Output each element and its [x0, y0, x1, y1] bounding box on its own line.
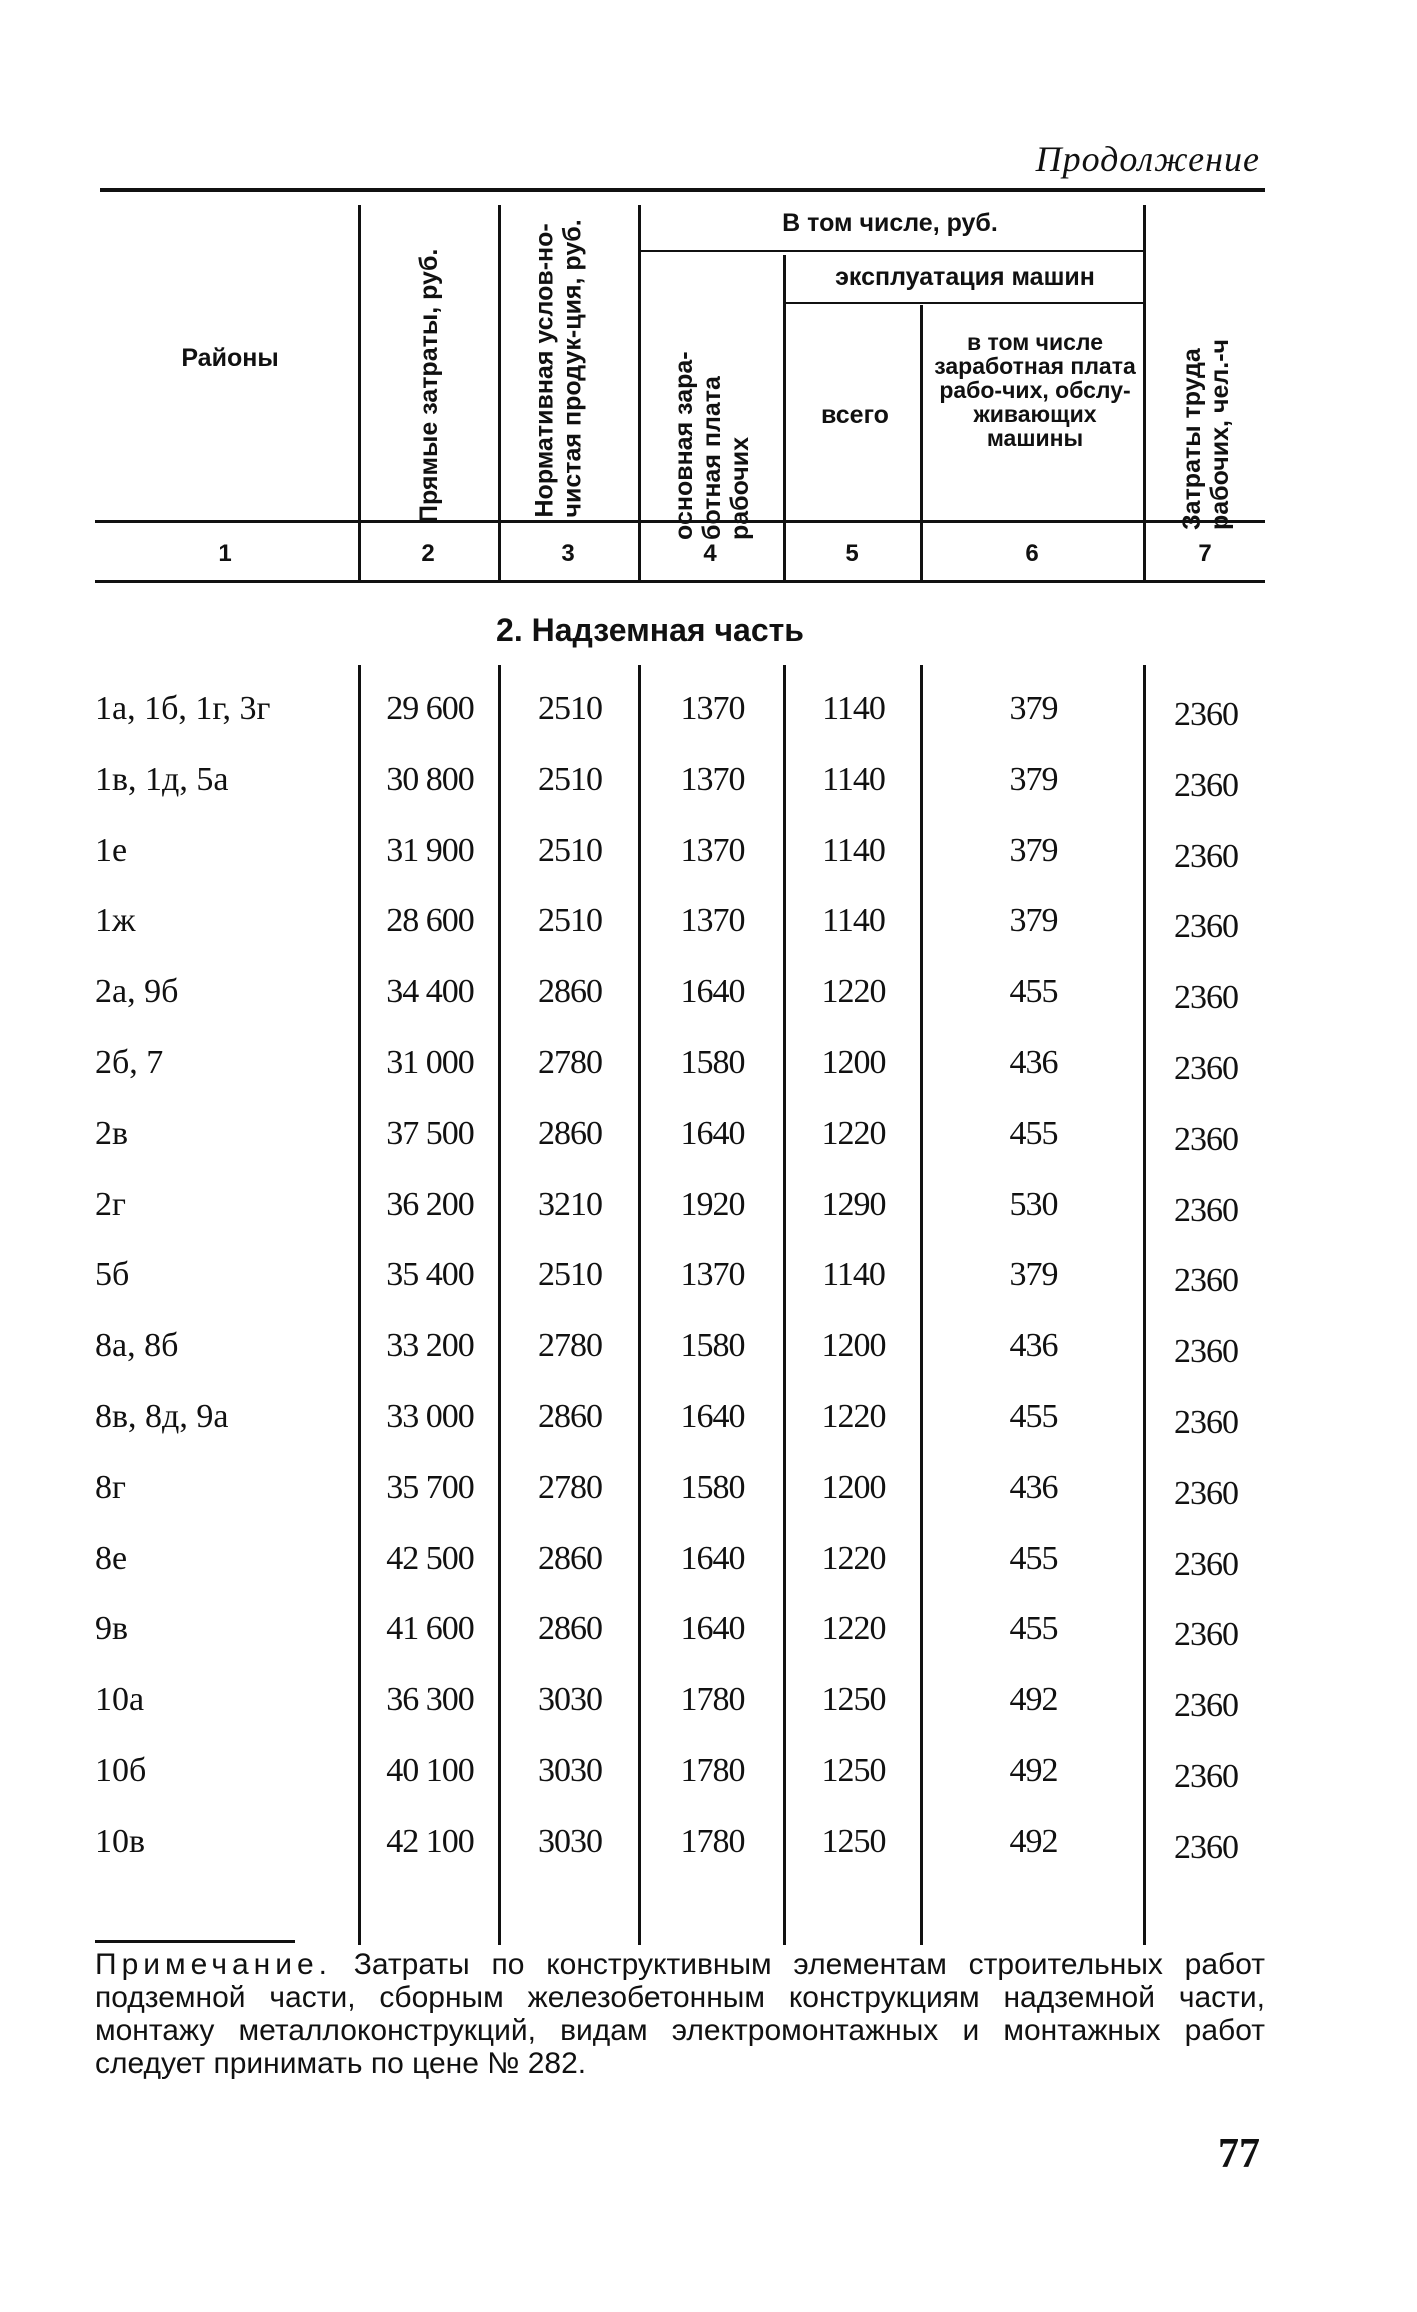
colnum-5: 5	[845, 540, 859, 567]
table-cell-col2: 36 200	[386, 1186, 474, 1223]
note	[95, 1948, 1265, 2080]
vsep-5	[920, 305, 923, 583]
header-machines: эксплуатация машин	[835, 263, 1095, 291]
table-cell-col4: 1640	[680, 973, 745, 1010]
colnum-7: 7	[1198, 540, 1212, 567]
body-vsep-6	[1143, 665, 1146, 1945]
continuation-label: Продолжение	[1035, 139, 1260, 179]
colnum-1: 1	[218, 540, 232, 567]
table-cell-col2: 36 300	[386, 1681, 474, 1718]
table-cell-col2: 35 700	[386, 1469, 474, 1506]
table-cell-col4: 1370	[680, 761, 745, 798]
table-cell-col5: 1140	[822, 832, 885, 869]
table-cell-col6: 530	[1009, 1186, 1058, 1223]
table-cell-col5: 1140	[822, 902, 885, 939]
table-cell-col6: 455	[1009, 1398, 1058, 1435]
header-direct-costs: Прямые затраты, руб.	[415, 248, 443, 523]
table-cell-col2: 42 100	[386, 1823, 474, 1860]
table-cell-col7: 2360	[1174, 1616, 1238, 1653]
table-cell-col5: 1250	[821, 1752, 886, 1789]
header-base-wage: основная зара-ботная плата рабочих	[670, 351, 754, 540]
table-cell-col2: 41 600	[386, 1610, 474, 1647]
note-label: Примечание.	[95, 1948, 332, 1981]
table-cell-col4: 1920	[680, 1186, 745, 1223]
table-cell-col6: 379	[1009, 902, 1058, 939]
table-cell-col6: 455	[1009, 1610, 1058, 1647]
table-cell-col2: 33 200	[386, 1327, 474, 1364]
region-cell: 10а	[95, 1681, 145, 1718]
table-cell-col4: 1780	[680, 1752, 745, 1789]
table-cell-col2: 29 600	[386, 690, 474, 727]
machines-rule	[785, 302, 1145, 304]
table-cell-col3: 2780	[538, 1469, 602, 1506]
region-cell: 10б	[95, 1752, 147, 1789]
table-cell-col4: 1370	[680, 902, 745, 939]
region-cell: 2б, 7	[95, 1044, 164, 1081]
table-cell-col7: 2360	[1174, 1475, 1238, 1512]
body-vsep-2	[498, 665, 501, 1945]
colnum-4: 4	[703, 540, 717, 567]
header-machine-wage: в том числе заработная плата рабо-чих, обслу-живающих машины	[934, 329, 1136, 451]
table-cell-col4: 1780	[680, 1681, 745, 1718]
table-cell-col6: 379	[1009, 690, 1058, 727]
table-cell-col3: 2510	[538, 832, 602, 869]
table-cell-col5: 1250	[821, 1823, 886, 1860]
region-cell: 9в	[95, 1610, 129, 1647]
table-cell-col5: 1250	[821, 1681, 886, 1718]
table-cell-col5: 1200	[821, 1469, 886, 1506]
table-cell-col2: 34 400	[386, 973, 474, 1010]
table-cell-col7: 2360	[1174, 1758, 1238, 1795]
table-cell-col6: 492	[1009, 1752, 1058, 1789]
table-cell-col5: 1140	[822, 1256, 885, 1293]
table-cell-col5: 1140	[822, 761, 885, 798]
colnum-3: 3	[561, 540, 575, 567]
table-cell-col3: 2860	[538, 1115, 602, 1152]
region-cell: 8е	[95, 1540, 128, 1577]
table-cell-col3: 2860	[538, 1540, 602, 1577]
table-cell-col5: 1200	[821, 1327, 886, 1364]
table-cell-col6: 455	[1009, 1540, 1058, 1577]
vsep-3	[638, 205, 641, 583]
table-cell-col6: 379	[1009, 832, 1058, 869]
table-cell-col4: 1580	[680, 1469, 745, 1506]
table-cell-col6: 436	[1009, 1044, 1058, 1081]
body-vsep-1	[358, 665, 361, 1945]
table-cell-col7: 2360	[1174, 1687, 1238, 1724]
table-cell-col5: 1290	[821, 1186, 886, 1223]
table-cell-col3: 2780	[538, 1044, 602, 1081]
group-rule	[640, 250, 1145, 252]
table-cell-col4: 1370	[680, 1256, 745, 1293]
region-cell: 2а, 9б	[95, 973, 179, 1010]
region-cell: 1в, 1д, 5а	[95, 761, 229, 798]
table-cell-col7: 2360	[1174, 767, 1238, 804]
table-cell-col7: 2360	[1174, 1333, 1238, 1370]
table-cell-col3: 2780	[538, 1327, 602, 1364]
table-cell-col5: 1220	[821, 1610, 886, 1647]
numbers-bottom-rule	[95, 580, 1265, 583]
table-cell-col3: 2860	[538, 1610, 602, 1647]
table-cell-col2: 31 000	[386, 1044, 474, 1081]
table-cell-col3: 3030	[538, 1681, 602, 1718]
table-cell-col7: 2360	[1174, 1404, 1238, 1441]
table-cell-col6: 436	[1009, 1327, 1058, 1364]
table-cell-col6: 455	[1009, 1115, 1058, 1152]
table-cell-col5: 1200	[821, 1044, 886, 1081]
table-cell-col5: 1220	[821, 1115, 886, 1152]
region-cell: 1ж	[95, 902, 136, 939]
table-cell-col7: 2360	[1174, 979, 1238, 1016]
table-cell-col5: 1220	[821, 973, 886, 1010]
table-cell-col5: 1220	[821, 1540, 886, 1577]
table-cell-col2: 31 900	[386, 832, 474, 869]
vsep-2	[498, 205, 501, 583]
table-cell-col7: 2360	[1174, 1121, 1238, 1158]
table-cell-col4: 1370	[680, 690, 745, 727]
table-cell-col7: 2360	[1174, 1050, 1238, 1087]
table-cell-col3: 2860	[538, 973, 602, 1010]
table-cell-col2: 28 600	[386, 902, 474, 939]
table-cell-col3: 3210	[538, 1186, 602, 1223]
table-cell-col2: 33 000	[386, 1398, 474, 1435]
table-cell-col6: 379	[1009, 1256, 1058, 1293]
table-cell-col3: 2510	[538, 902, 602, 939]
table-cell-col4: 1580	[680, 1044, 745, 1081]
vsep-6	[1143, 205, 1146, 583]
table-cell-col7: 2360	[1174, 696, 1238, 733]
table-cell-col4: 1780	[680, 1823, 745, 1860]
table-cell-col4: 1640	[680, 1540, 745, 1577]
table-cell-col2: 40 100	[386, 1752, 474, 1789]
table-cell-col2: 30 800	[386, 761, 474, 798]
table-cell-col5: 1140	[822, 690, 885, 727]
table-cell-col7: 2360	[1174, 908, 1238, 945]
header-group: В том числе, руб.	[782, 209, 998, 237]
region-cell: 2г	[95, 1186, 126, 1223]
table-cell-col3: 2510	[538, 761, 602, 798]
table-cell-col3: 3030	[538, 1823, 602, 1860]
body-vsep-3	[638, 665, 641, 1945]
section-title: 2. Надземная часть	[496, 612, 804, 648]
table-cell-col2: 35 400	[386, 1256, 474, 1293]
table-cell-col6: 492	[1009, 1823, 1058, 1860]
table-cell-col3: 2510	[538, 1256, 602, 1293]
header-total: всего	[821, 401, 889, 429]
table-cell-col2: 37 500	[386, 1115, 474, 1152]
page-number: 77	[1218, 2131, 1260, 2177]
vsep-4	[783, 255, 786, 583]
table-cell-col3: 2510	[538, 690, 602, 727]
top-rule	[100, 188, 1265, 192]
table-cell-col4: 1370	[680, 832, 745, 869]
body-vsep-5	[920, 665, 923, 1945]
header-regions: Районы	[181, 344, 279, 372]
table-cell-col7: 2360	[1174, 1546, 1238, 1583]
region-cell: 8в, 8д, 9а	[95, 1398, 229, 1435]
note-rule	[95, 1940, 295, 1943]
table-cell-col6: 436	[1009, 1469, 1058, 1506]
region-cell: 2в	[95, 1115, 129, 1152]
table-cell-col4: 1640	[680, 1610, 745, 1647]
table-cell-col4: 1640	[680, 1115, 745, 1152]
vsep-1	[358, 205, 361, 583]
colnum-6: 6	[1025, 540, 1039, 567]
table-cell-col5: 1220	[821, 1398, 886, 1435]
table-cell-col2: 42 500	[386, 1540, 474, 1577]
region-cell: 10в	[95, 1823, 146, 1860]
table-cell-col4: 1580	[680, 1327, 745, 1364]
region-cell: 1а, 1б, 1г, 3г	[95, 690, 271, 727]
table-cell-col6: 492	[1009, 1681, 1058, 1718]
table-cell-col7: 2360	[1174, 1192, 1238, 1229]
table-cell-col7: 2360	[1174, 1829, 1238, 1866]
header-normative: Нормативная услов-но-чистая продук-ция, руб.	[530, 219, 587, 518]
header-labor: Затраты труда рабочих, чел.-ч	[1178, 338, 1234, 530]
table-cell-col3: 2860	[538, 1398, 602, 1435]
body-vsep-4	[783, 665, 786, 1945]
region-cell: 1е	[95, 832, 128, 869]
region-cell: 5б	[95, 1256, 130, 1293]
table-cell-col7: 2360	[1174, 838, 1238, 875]
table-cell-col6: 379	[1009, 761, 1058, 798]
region-cell: 8а, 8б	[95, 1327, 179, 1364]
note-text: Затраты по конструктивным элементам строительных работ подземной части, сборным железобетонным конструкциям надземной части, монтажу металлоконструкций, видам электромонтажных и монтажных работ следует принимать по цене № 282.	[95, 1948, 1265, 2080]
colnum-2: 2	[421, 540, 435, 567]
table-cell-col7: 2360	[1174, 1262, 1238, 1299]
table-cell-col6: 455	[1009, 973, 1058, 1010]
region-cell: 8г	[95, 1469, 126, 1506]
table-cell-col4: 1640	[680, 1398, 745, 1435]
table-cell-col3: 3030	[538, 1752, 602, 1789]
